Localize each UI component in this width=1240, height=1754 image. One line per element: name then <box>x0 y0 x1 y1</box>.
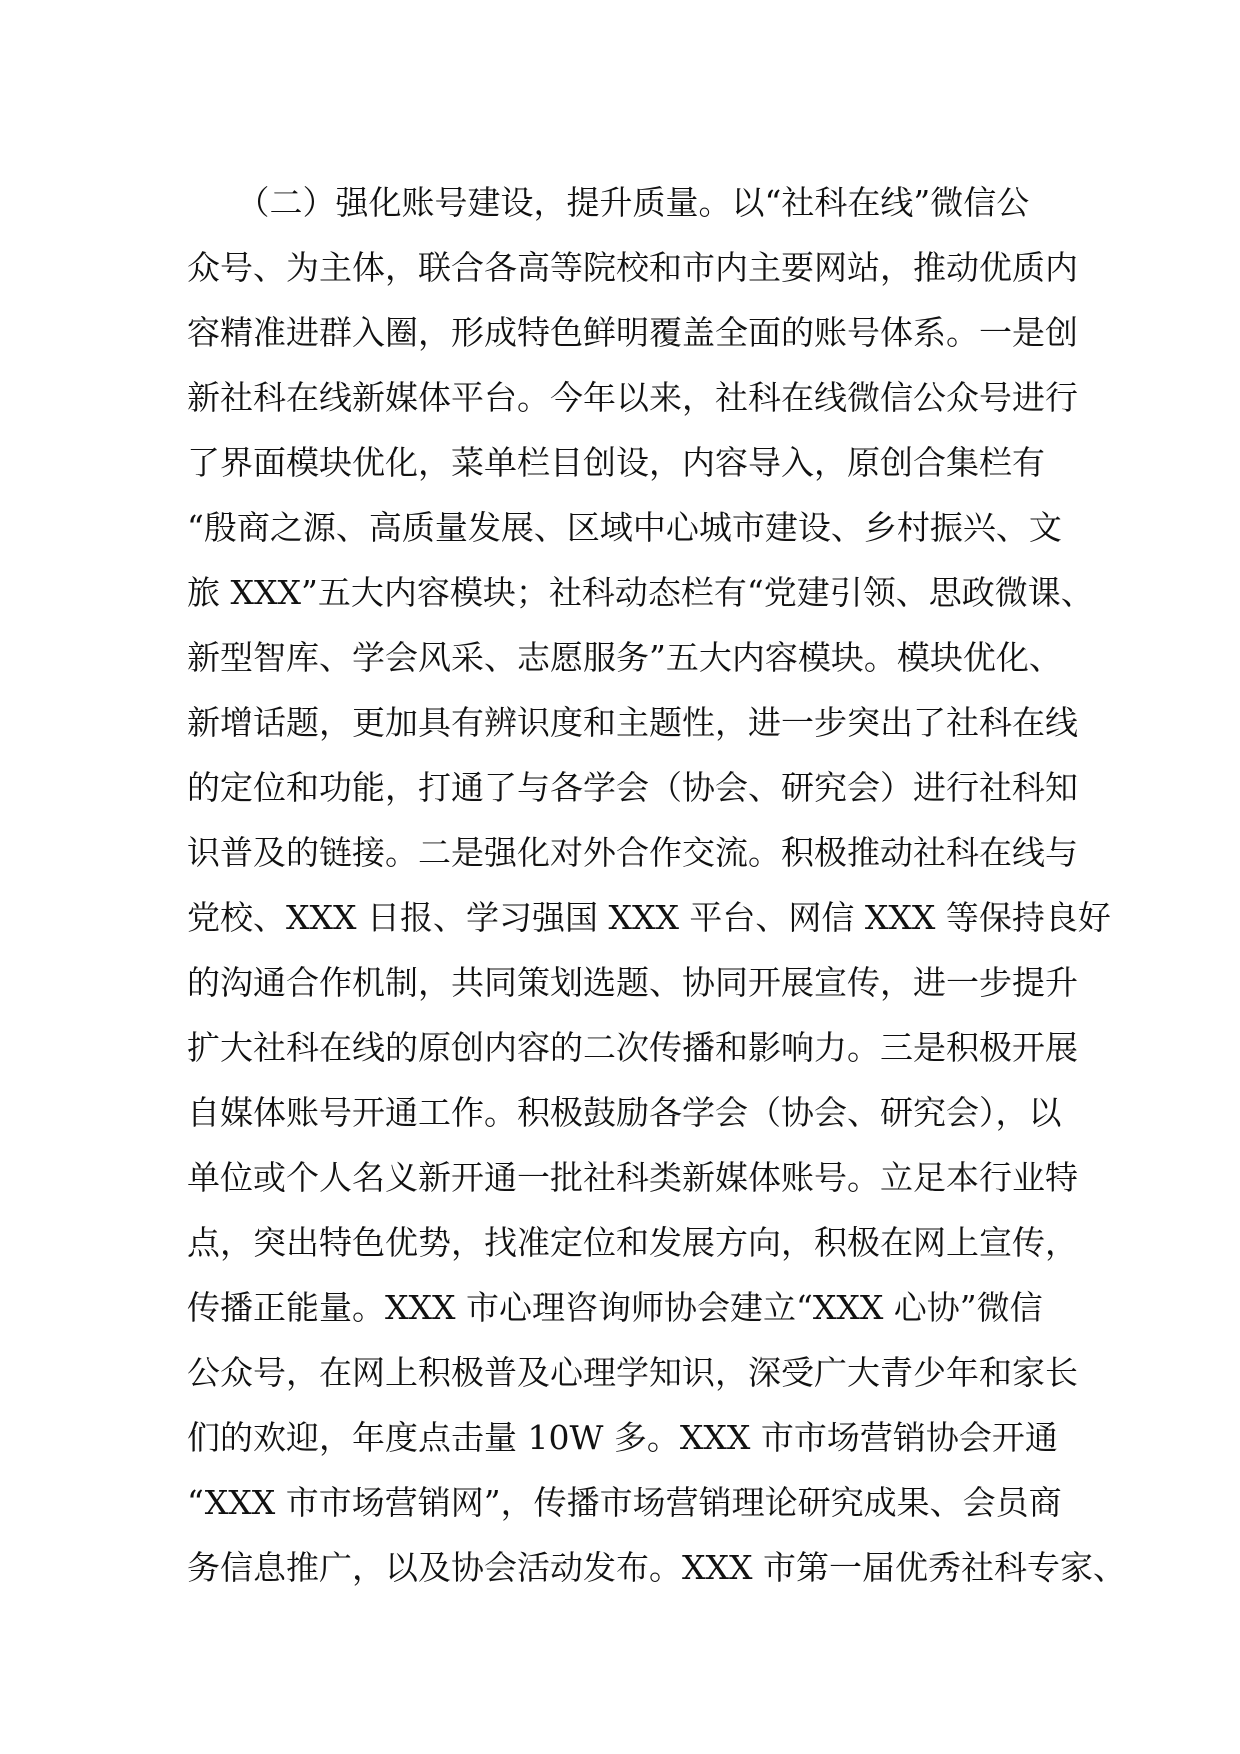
text-line: 的沟通合作机制，共同策划选题、协同开展宣传，进一步提升 <box>187 963 1078 1002</box>
text-line: 务信息推广，以及协会活动发布。XXX 市第一届优秀社科专家、 <box>187 1548 1126 1587</box>
text-line: 扩大社科在线的原创内容的二次传播和影响力。三是积极开展 <box>187 1028 1078 1067</box>
text-line: 新社科在线新媒体平台。今年以来，社科在线微信公众号进行 <box>187 378 1078 417</box>
text-line: （二）强化账号建设，提升质量。以“社科在线”微信公 <box>187 183 1030 222</box>
text-line: 新增话题，更加具有辨识度和主题性，进一步突出了社科在线 <box>187 703 1078 742</box>
text-line: 们的欢迎，年度点击量 10W 多。XXX 市市场营销协会开通 <box>187 1418 1058 1457</box>
body-paragraph <box>187 170 1126 1600</box>
text-line: 公众号，在网上积极普及心理学知识，深受广大青少年和家长 <box>187 1353 1078 1392</box>
text-line: 单位或个人名义新开通一批社科类新媒体账号。立足本行业特 <box>187 1158 1078 1197</box>
text-line: 了界面模块优化，菜单栏目创设，内容导入，原创合集栏有 <box>187 443 1045 482</box>
text-line: 党校、XXX 日报、学习强国 XXX 平台、网信 XXX 等保持良好 <box>187 898 1111 937</box>
text-line: 自媒体账号开通工作。积极鼓励各学会（协会、研究会），以 <box>187 1093 1062 1132</box>
text-line: 点，突出特色优势，找准定位和发展方向，积极在网上宣传， <box>187 1223 1078 1262</box>
text-line: 旅 XXX”五大内容模块；社科动态栏有“党建引领、思政微课、 <box>187 573 1094 612</box>
text-line: “殷商之源、高质量发展、区域中心城市建设、乡村振兴、文 <box>187 508 1062 547</box>
text-line: 众号、为主体，联合各高等院校和市内主要网站，推动优质内 <box>187 248 1078 287</box>
text-line: 新型智库、学会风采、志愿服务”五大内容模块。模块优化、 <box>187 638 1062 677</box>
text-line: 传播正能量。XXX 市心理咨询师协会建立“XXX 心协”微信 <box>187 1288 1043 1327</box>
text-line: 容精准进群入圈，形成特色鲜明覆盖全面的账号体系。一是创 <box>187 313 1078 352</box>
text-line: “XXX 市市场营销网”，传播市场营销理论研究成果、会员商 <box>187 1483 1062 1522</box>
text-line: 识普及的链接。二是强化对外合作交流。积极推动社科在线与 <box>187 833 1078 872</box>
text-line: 的定位和功能，打通了与各学会（协会、研究会）进行社科知 <box>187 768 1078 807</box>
